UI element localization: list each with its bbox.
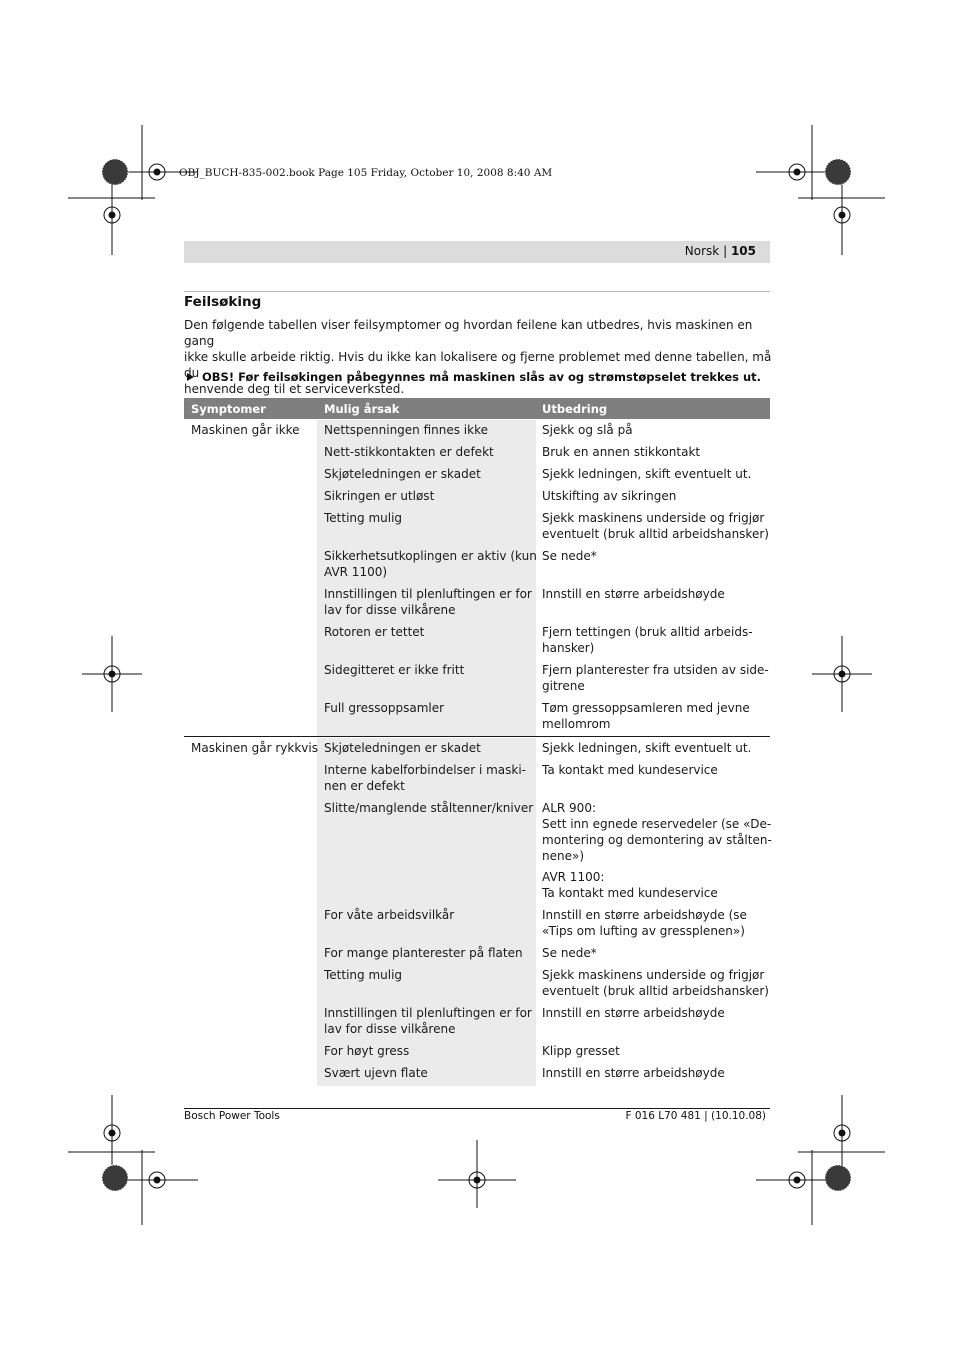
intro-line: henvende deg til et serviceverksted. [184,382,405,396]
remedy-cell-line: Sjekk ledningen, skift eventuelt ut. [542,467,752,481]
triangle-bullet-icon [187,373,194,381]
page-header [685,244,756,258]
remedy-cell-line: Ta kontakt med kundeservice [542,763,718,777]
remedy-cell-line: Innstill en større arbeidshøyde [542,587,725,601]
remedy-cell-line: nene») [542,849,584,863]
table-header [184,398,770,419]
intro-paragraph [184,317,774,397]
header-language: Norsk [684,244,720,258]
warning-note [187,370,761,384]
cause-cell-line: Nettspenningen finnes ikke [324,423,488,437]
remedy-cell-line: Sjekk maskinens underside og frigjør [542,968,765,982]
header-remedy: Utbedring [542,402,608,416]
cause-cell-line: Tetting mulig [324,511,403,525]
group-separator [184,736,770,737]
remedy-cell-line: «Tips om lufting av gressplenen») [542,924,745,938]
footer-brand: Bosch Power Tools [184,1110,280,1122]
header-cause: Mulig årsak [324,402,400,416]
remedy-cell-line: mellomrom [542,717,611,731]
cause-cell-line: Interne kabelforbindelser i maski- [324,763,527,777]
remedy-cell-line: Tøm gressoppsamleren med jevne [542,701,750,715]
remedy-cell-line: Sjekk og slå på [542,423,633,437]
cause-cell-line: Rotoren er tettet [324,625,425,639]
remedy-cell-line: Sett inn egnede reservedeler (se «De- [542,817,772,831]
symptom-cell: Maskinen går rykkvis [191,741,318,755]
book-file-info: OBJ_BUCH-835-002.book Page 105 Friday, October 10, 2008 8:40 AM [179,167,553,179]
cause-cell-line: lav for disse vilkårene [324,603,456,617]
cause-cell-line: Innstillingen til plenluftingen er for [324,587,532,601]
remedy-cell-line: Innstill en større arbeidshøyde (se [542,908,747,922]
cause-cell-line: For mange planterester på flaten [324,946,523,960]
page-number: 105 [730,244,756,258]
remedy-cell-line: Fjern tettingen (bruk alltid arbeids- [542,625,753,639]
remedy-cell-line: gitrene [542,679,585,693]
cause-cell-line: lav for disse vilkårene [324,1022,456,1036]
cause-cell-line: AVR 1100) [324,565,388,579]
remedy-cell-line: eventuelt (bruk alltid arbeidshansker) [542,527,769,541]
section-rule [184,291,770,292]
remedy-cell-line: Sjekk maskinens underside og frigjør [542,511,765,525]
remedy-cell-line: Innstill en større arbeidshøyde [542,1066,725,1080]
cause-cell-line: For våte arbeidsvilkår [324,908,455,922]
footer-rule [184,1108,770,1109]
section-title: Feilsøking [184,294,262,310]
cause-cell-line: Sikkerhetsutkoplingen er aktiv (kun [324,549,537,563]
symptom-cell: Maskinen går ikke [191,423,300,437]
cause-cell-line: For høyt gress [324,1044,410,1058]
cause-cell-line: Slitte/manglende ståltenner/kniver [324,801,534,815]
cause-cell-line: Tetting mulig [324,968,403,982]
intro-line: ikke skulle arbeide riktig. Hvis du ikke kan lokalisere og fjerne problemet med denne tabellen, må du [184,350,772,380]
remedy-cell-line: hansker) [542,641,595,655]
cause-cell-line: Skjøteledningen er skadet [324,741,481,755]
remedy-cell-line: Utskifting av sikringen [542,489,677,503]
remedy-cell-line: ALR 900: [542,801,596,815]
remedy-cell-line: Klipp gresset [542,1044,620,1058]
remedy-cell-line: Ta kontakt med kundeservice [542,886,718,900]
cause-cell-line: Skjøteledningen er skadet [324,467,481,481]
remedy-cell-line: Fjern planterester fra utsiden av side- [542,663,769,677]
cause-cell-line: Innstillingen til plenluftingen er for [324,1006,532,1020]
remedy-cell-line: AVR 1100: [542,870,605,884]
header-separator: | [723,244,728,258]
remedy-cell-line: Se nede* [542,946,597,960]
remedy-cell-line: Innstill en større arbeidshøyde [542,1006,725,1020]
warning-text: OBS! Før feilsøkingen påbegynnes må maskinen slås av og strømstøpselet trekkes ut. [202,370,762,384]
cause-cell-line: Nett-stikkontakten er defekt [324,445,494,459]
remedy-cell-line: montering og demontering av stålten- [542,833,772,847]
remedy-cell-line: Bruk en annen stikkontakt [542,445,701,459]
cause-cell-line: Sikringen er utløst [324,489,435,503]
cause-cell-line: Full gressoppsamler [324,701,445,715]
cause-cell-line: nen er defekt [324,779,405,793]
remedy-cell-line: Sjekk ledningen, skift eventuelt ut. [542,741,752,755]
footer-doc-number: F 016 L70 481 | (10.10.08) [625,1110,766,1122]
remedy-cell-line: eventuelt (bruk alltid arbeidshansker) [542,984,769,998]
page-header-bar [184,241,770,263]
cause-cell-line: Sidegitteret er ikke fritt [324,663,465,677]
cause-cell-line: Svært ujevn flate [324,1066,428,1080]
intro-line: Den følgende tabellen viser feilsymptomer og hvordan feilene kan utbedres, hvis maskinen en gang [184,318,753,348]
header-symptoms: Symptomer [191,402,266,416]
remedy-cell-line: Se nede* [542,549,597,563]
